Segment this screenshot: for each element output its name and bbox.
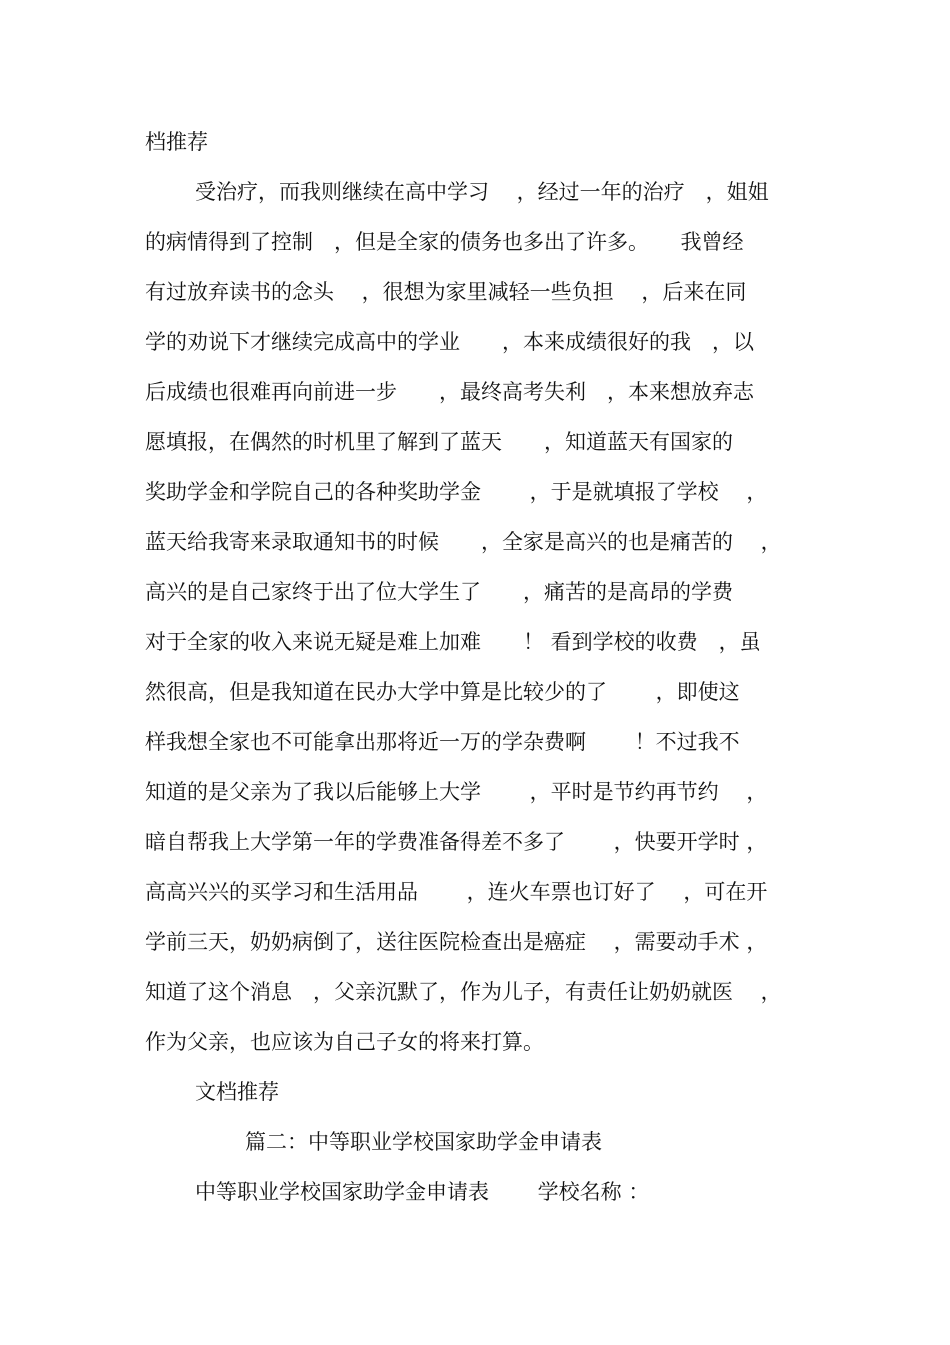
paragraph-line: 学前三天，奶奶病倒了，送往医院检查出是癌症 ，需要动手术 ， — [145, 930, 768, 954]
paragraph-line: 有过放弃读书的念头 ，很想为家里减轻一些负担 ，后来在同 — [145, 280, 747, 304]
paragraph-line: 愿填报，在偶然的时机里了解到了蓝天 ，知道蓝天有国家的 — [145, 430, 733, 454]
paragraph-line: 后成绩也很难再向前进一步 ，最终高考失利 ，本来想放弃志 — [145, 380, 754, 404]
section-first-line: 中等职业学校国家助学金申请表 学校名称 ： — [195, 1180, 650, 1204]
paragraph-line: 受治疗，而我则继续在高中学习 ，经过一年的治疗 ，姐姐 — [195, 180, 769, 204]
section-title: 篇二：中等职业学校国家助学金申请表 — [245, 1130, 602, 1154]
footer-label: 文档推荐 — [195, 1080, 279, 1104]
paragraph-line: 对于全家的收入来说无疑是难上加难 ！ 看到学校的收费 ，虽 — [145, 630, 761, 654]
paragraph-line: 蓝天给我寄来录取通知书的时候 ，全家是高兴的也是痛苦的 ， — [145, 530, 782, 554]
paragraph-line: 学的劝说下才继续完成高中的学业 ，本来成绩很好的我 ，以 — [145, 330, 754, 354]
paragraph-line: 高高兴兴的买学习和生活用品 ，连火车票也订好了 ，可在开 — [145, 880, 768, 904]
paragraph-line: 知道的是父亲为了我以后能够上大学 ，平时是节约再节约 ， — [145, 780, 768, 804]
paragraph-line: 样我想全家也不可能拿出那将近一万的学杂费啊 ！不过我不 — [145, 730, 740, 754]
paragraph-line: 然很高，但是我知道在民办大学中算是比较少的了 ，即使这 — [145, 680, 740, 704]
paragraph-line: 的病情得到了控制 ，但是全家的债务也多出了许多。 我曾经 — [145, 230, 744, 254]
page-header-text: 档推荐 — [145, 130, 208, 154]
paragraph-line: 作为父亲，也应该为自己子女的将来打算。 — [145, 1030, 544, 1054]
paragraph-line: 奖助学金和学院自己的各种奖助学金 ，于是就填报了学校 ， — [145, 480, 768, 504]
paragraph-line: 知道了这个消息 ，父亲沉默了，作为儿子，有责任让奶奶就医 ， — [145, 980, 782, 1004]
paragraph-line: 高兴的是自己家终于出了位大学生了 ，痛苦的是高昂的学费 — [145, 580, 733, 604]
paragraph-line: 暗自帮我上大学第一年的学费准备得差不多了 ，快要开学时 ， — [145, 830, 768, 854]
